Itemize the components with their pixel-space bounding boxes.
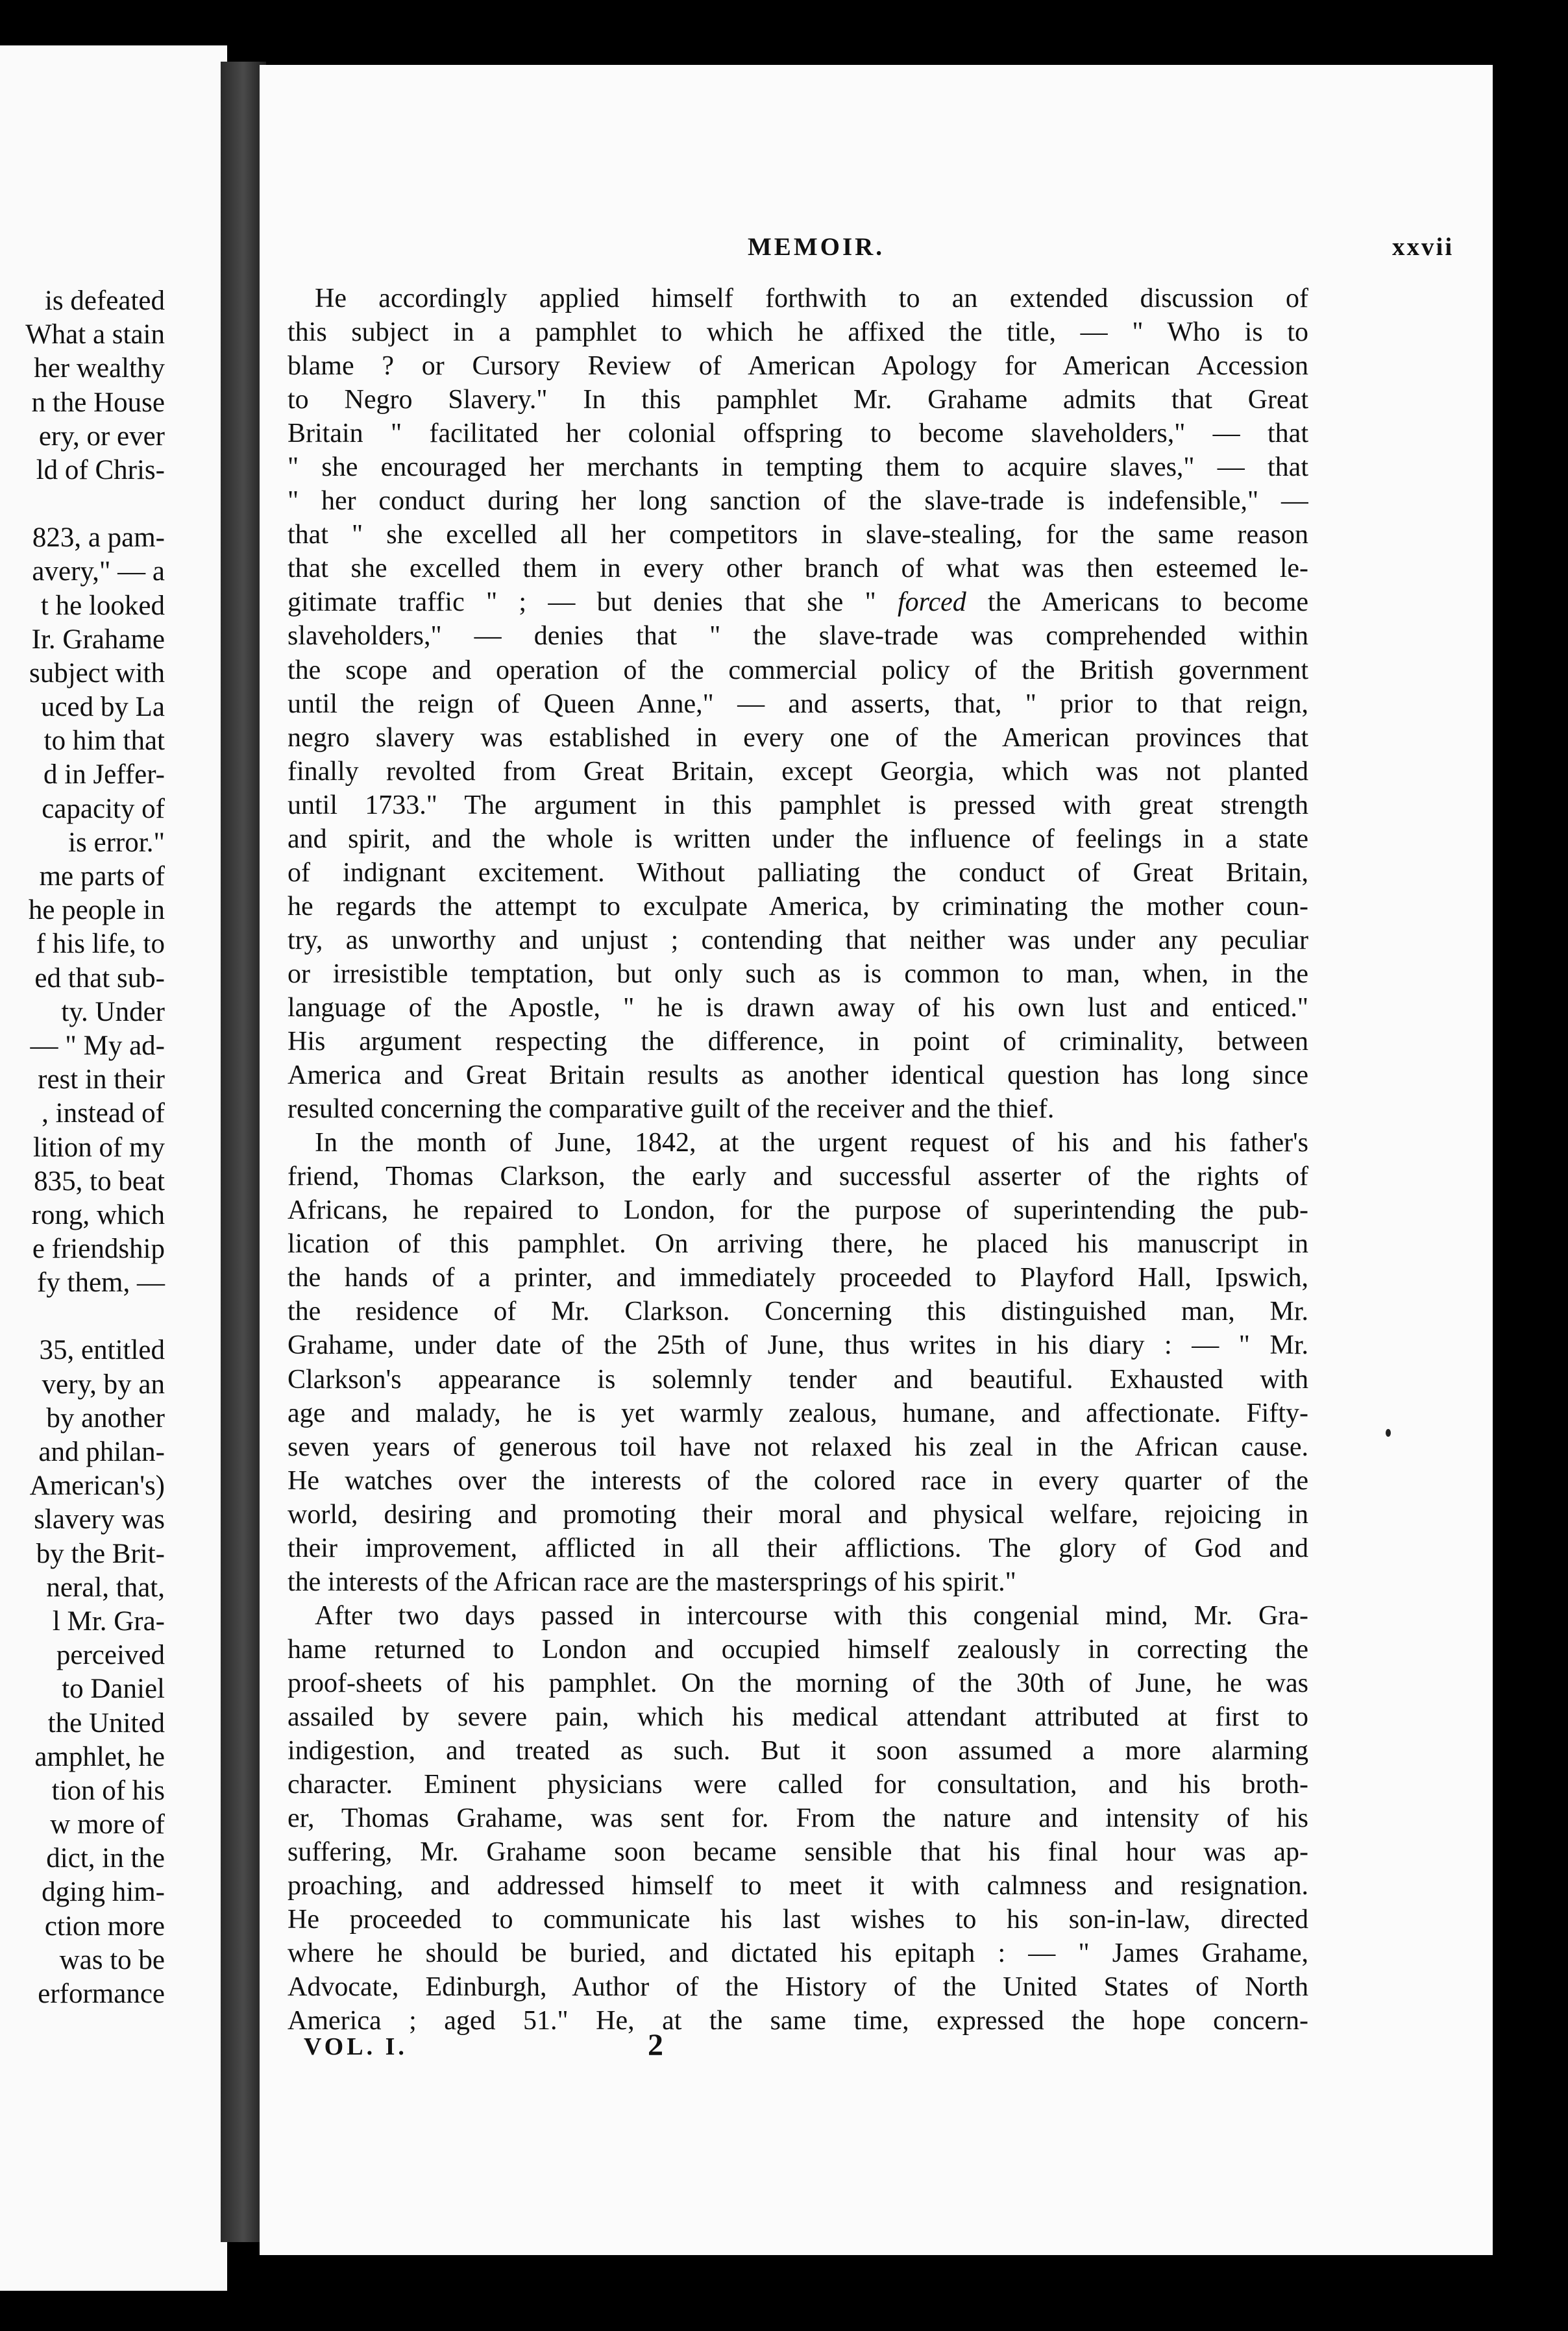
facing-page-line: f his life, to — [36, 929, 165, 960]
facing-page-line: by the Brit- — [36, 1538, 165, 1569]
running-head: MEMOIR. — [748, 233, 885, 261]
text-line: slaveholders," — denies that " the slave-trade was comprehended within — [288, 621, 1308, 652]
text-line: of indignant excitement. Without palliating the conduct of Great Britain, — [288, 857, 1308, 888]
facing-page-line: ction more — [44, 1910, 165, 1942]
page-footer — [260, 2028, 1493, 2071]
text-line: Clarkson's appearance is solemnly tender and beautiful. Exhausted with — [288, 1364, 1308, 1395]
text-line: resulted concerning the comparative guilt of the receiver and the thief. — [288, 1094, 1055, 1125]
facing-page-line: ery, or ever — [38, 421, 165, 452]
text-line: negro slavery was established in every one of the American provinces that — [288, 722, 1308, 753]
text-line: lication of this pamphlet. On arriving there, he placed his manuscript in — [288, 1229, 1308, 1260]
text-line: He accordingly applied himself forthwith to an extended discussion of — [315, 284, 1308, 313]
facing-page-line: very, by an — [42, 1369, 165, 1400]
book-page — [260, 65, 1493, 2255]
facing-page-line: uced by La — [40, 692, 165, 723]
text-line: this subject in a pamphlet to which he affixed the title, — " Who is to — [288, 317, 1308, 348]
facing-page-line: , instead of — [42, 1098, 165, 1129]
text-line: age and malady, he is yet warmly zealous, humane, and affectionate. Fifty- — [288, 1398, 1308, 1428]
text-line: " she encouraged her merchants in tempting them to acquire slaves," — that — [288, 452, 1308, 483]
text-line: that " she excelled all her competitors in slave-stealing, for the same reason — [288, 520, 1308, 550]
facing-page-line: dict, in the — [46, 1843, 165, 1874]
text-line: indigestion, and treated as such. But it soon assumed a more alarming — [288, 1736, 1308, 1766]
text-line: try, as unworthy and unjust ; contending that neither was under any peculiar — [288, 925, 1308, 955]
page-number: xxvii — [1392, 233, 1454, 261]
facing-page-line: perceived — [56, 1640, 165, 1671]
facing-page-line: is error." — [68, 827, 165, 858]
facing-page-line: by another — [46, 1402, 165, 1434]
text-line: assailed by severe pain, which his medical attendant attributed at first to — [288, 1702, 1308, 1732]
text-line: character. Eminent physicians were called for consultation, and his broth- — [288, 1770, 1308, 1800]
facing-page-line: w more of — [50, 1809, 165, 1840]
facing-page-line: slavery was — [34, 1504, 165, 1535]
text-line: and spirit, and the whole is written under the influence of feelings in a state — [288, 824, 1308, 854]
text-line: proof-sheets of his pamphlet. On the morning of the 30th of June, he was — [288, 1668, 1308, 1698]
facing-page-line: n the House — [31, 387, 165, 418]
text-line: to Negro Slavery." In this pamphlet Mr. Grahame admits that Great — [288, 385, 1308, 415]
text-line: After two days passed in intercourse with this congenial mind, Mr. Gra- — [315, 1600, 1308, 1631]
facing-page-line: to him that — [43, 726, 165, 757]
facing-page-line: ed that sub- — [34, 962, 165, 994]
facing-page-line: me parts of — [39, 861, 165, 892]
facing-page — [0, 45, 227, 2291]
facing-page-line: fy them, — — [36, 1267, 165, 1299]
facing-page-line: l Mr. Gra- — [52, 1605, 165, 1637]
text-line: Africans, he repaired to London, for the purpose of superintending the pub- — [288, 1195, 1308, 1226]
text-line: finally revolted from Great Britain, except Georgia, which was not planted — [288, 756, 1308, 787]
text-line: until the reign of Queen Anne," — and asserts, that, " prior to that reign, — [288, 689, 1308, 719]
facing-page-line: Ir. Grahame — [31, 624, 165, 655]
text-line: language of the Apostle, " he is drawn away of his own lust and enticed." — [288, 992, 1308, 1023]
text-line: hame returned to London and occupied himself zealously in correcting the — [288, 1634, 1308, 1665]
volume-signature: VOL. I. — [304, 2033, 408, 2060]
facing-page-line: he people in — [28, 895, 165, 926]
facing-page-line: is defeated — [44, 286, 165, 316]
facing-page-line: tion of his — [51, 1775, 165, 1806]
text-line: until 1733." The argument in this pamphlet is pressed with great strength — [288, 790, 1308, 820]
facing-page-line: e friendship — [32, 1234, 165, 1265]
facing-page-line: capacity of — [42, 793, 165, 824]
text-line: He watches over the interests of the colored race in every quarter of the — [288, 1465, 1308, 1496]
text-line: Advocate, Edinburgh, Author of the History of the United States of North — [288, 1972, 1308, 2003]
text-line: their improvement, afflicted in all their afflictions. The glory of God and — [288, 1533, 1308, 1563]
text-line: Britain " facilitated her colonial offspring to become slaveholders," — that — [288, 419, 1308, 449]
signature-mark: 2 — [648, 2028, 663, 2062]
facing-page-line: — " My ad- — [30, 1030, 165, 1061]
facing-page-gap — [0, 487, 165, 521]
facing-page-line: rong, which — [31, 1199, 165, 1230]
facing-page-line: the United — [47, 1707, 165, 1739]
text-line: the hands of a printer, and immediately proceeded to Playford Hall, Ipswich, — [288, 1263, 1308, 1293]
facing-page-line: to Daniel — [62, 1674, 165, 1705]
text-line: " her conduct during her long sanction of the slave-trade is indefensible," — — [288, 486, 1308, 517]
facing-page-line: was to be — [59, 1944, 165, 1975]
text-line: seven years of generous toil have not relaxed his zeal in the African cause. — [288, 1432, 1308, 1462]
page-header — [260, 232, 1493, 278]
facing-page-gap — [0, 1300, 165, 1334]
text-line: the residence of Mr. Clarkson. Concerning this distinguished man, Mr. — [288, 1297, 1308, 1327]
text-line: His argument respecting the difference, in point of criminality, between — [288, 1027, 1308, 1057]
facing-page-line: 823, a pam- — [32, 522, 165, 554]
text-line: America and Great Britain results as another identical question has long since — [288, 1060, 1308, 1091]
text-line: the interests of the African race are the mastersprings of his spirit." — [288, 1567, 1016, 1597]
facing-page-line: American's) — [29, 1471, 165, 1502]
text-line: that she excelled them in every other branch of what was then esteemed le- — [288, 554, 1308, 584]
text-line: gitimate traffic " ; — but denies that she " forced the Americans to become — [288, 587, 1308, 618]
text-line: Grahame, under date of the 25th of June, thus writes in his diary : — " Mr. — [288, 1330, 1308, 1361]
text-line: proaching, and addressed himself to meet it with calmness and resignation. — [288, 1871, 1308, 1901]
text-line: In the month of June, 1842, at the urgent request of his and his father's — [315, 1128, 1308, 1158]
text-line: suffering, Mr. Grahame soon became sensible that his final hour was ap- — [288, 1837, 1308, 1868]
facing-page-text — [0, 284, 165, 2011]
text-line: world, desiring and promoting their moral and physical welfare, rejoicing in — [288, 1499, 1308, 1530]
text-line: the scope and operation of the commercial policy of the British government — [288, 655, 1308, 685]
facing-page-line: d in Jeffer- — [43, 759, 165, 790]
text-line: He proceeded to communicate his last wishes to his son-in-law, directed — [288, 1905, 1308, 1935]
body-text — [288, 282, 1308, 2038]
text-line: or irresistible temptation, but only such as is common to man, when, in the — [288, 958, 1308, 989]
facing-page-line: erformance — [38, 1979, 165, 2009]
facing-page-line: rest in their — [38, 1064, 165, 1095]
facing-page-line: amphlet, he — [34, 1741, 165, 1772]
text-line: America ; aged 51." He, at the same time, expressed the hope concern- — [288, 2006, 1308, 2036]
facing-page-line: dging him- — [42, 1877, 165, 1908]
facing-page-line: 35, entitled — [39, 1335, 165, 1366]
facing-page-line: 835, to beat — [34, 1166, 165, 1197]
facing-page-line: neral, that, — [46, 1572, 165, 1603]
facing-page-line: t he looked — [40, 590, 165, 621]
facing-page-line: ld of Chris- — [36, 454, 165, 485]
print-speck — [1386, 1429, 1391, 1437]
facing-page-line: What a stain — [25, 319, 165, 350]
facing-page-line: her wealthy — [34, 353, 165, 384]
text-line: er, Thomas Grahame, was sent for. From the nature and intensity of his — [288, 1803, 1308, 1834]
text-line: blame ? or Cursory Review of American Apology for American Accession — [288, 351, 1308, 382]
facing-page-line: lition of my — [32, 1132, 165, 1163]
facing-page-line: subject with — [29, 657, 165, 689]
text-line: friend, Thomas Clarkson, the early and successful asserter of the rights of — [288, 1162, 1308, 1192]
facing-page-line: avery," — a — [32, 556, 165, 587]
facing-page-line: ty. Under — [61, 996, 165, 1027]
text-line: he regards the attempt to exculpate America, by criminating the mother coun- — [288, 891, 1308, 921]
facing-page-line: and philan- — [38, 1437, 165, 1467]
text-line: where he should be buried, and dictated his epitaph : — " James Grahame, — [288, 1938, 1308, 1969]
